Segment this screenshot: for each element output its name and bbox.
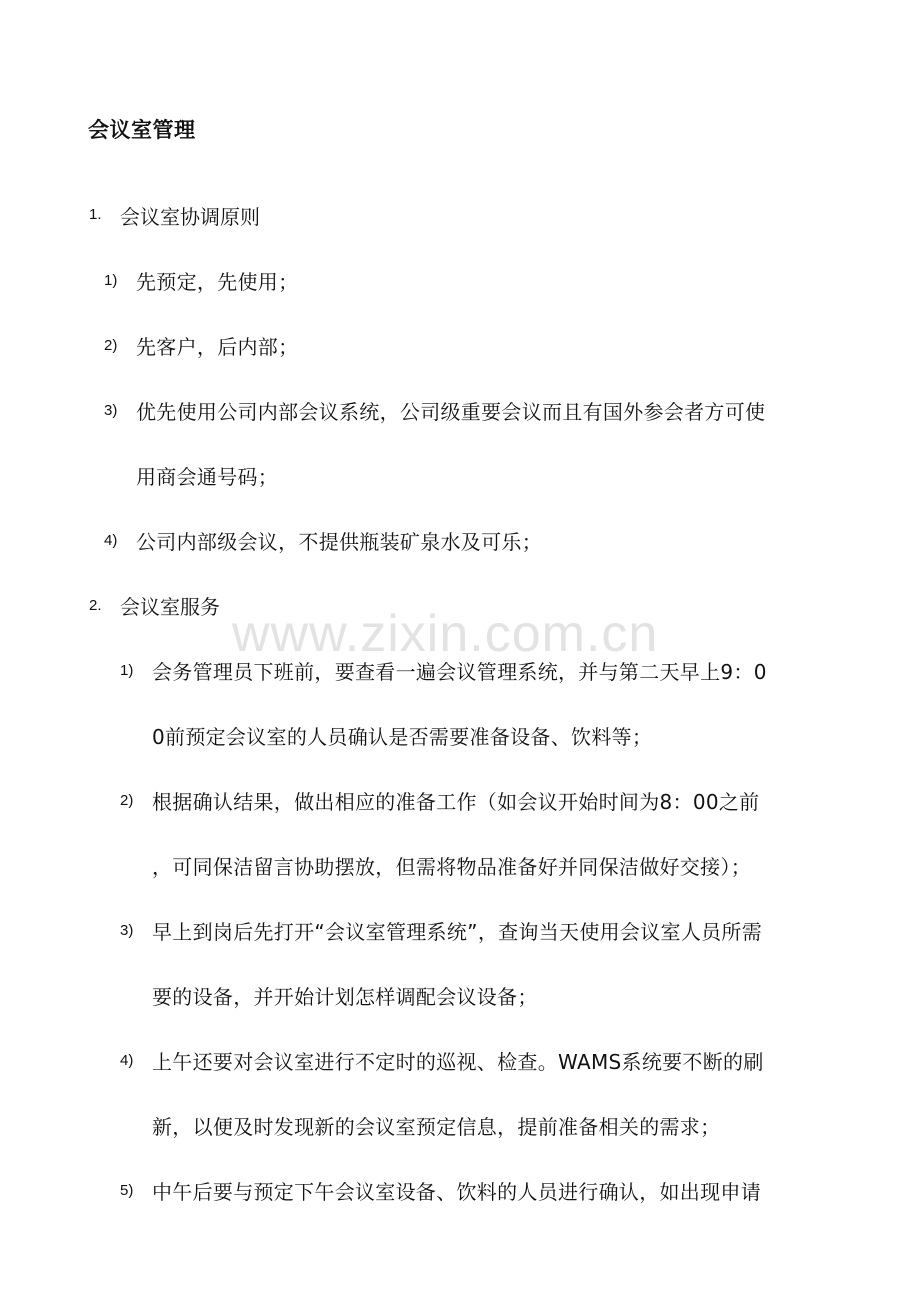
item-text-continued: 0前预定会议室的人员确认是否需要准备设备、饮料等； (152, 725, 653, 749)
item-text: 先预定，先使用； (136, 270, 299, 294)
item-text: 早上到岗后先打开“会议室管理系统”，查询当天使用会议室人员所需 (152, 920, 763, 944)
item-number: 2) (120, 792, 134, 809)
item-number: 3) (104, 402, 118, 419)
section-number: 1. (89, 206, 102, 223)
item-text: 上午还要对会议室进行不定时的巡视、检查。WAMS系统要不断的刷 (152, 1050, 764, 1074)
watermark: www.zixin.com.cn (232, 605, 659, 663)
item-text-continued: 用商会通号码； (136, 465, 279, 489)
item-number: 1) (104, 272, 118, 289)
item-text: 根据确认结果，做出相应的准备工作（如会议开始时间为8：00之前 (152, 790, 760, 814)
item-text-continued: ，可同保洁留言协助摆放，但需将物品准备好并同保洁做好交接）； (152, 855, 751, 879)
item-text: 先客户，后内部； (136, 335, 299, 359)
item-text: 优先使用公司内部会议系统，公司级重要会议而且有国外参会者方可使 (136, 400, 766, 424)
item-number: 4) (104, 532, 118, 549)
document-title: 会议室管理 (88, 118, 196, 142)
item-number: 1) (120, 662, 134, 679)
item-text: 中午后要与预定下午会议室设备、饮料的人员进行确认，如出现申请 (152, 1180, 761, 1204)
section-number: 2. (89, 597, 102, 614)
item-number: 3) (120, 922, 134, 939)
item-text-continued: 新，以便及时发现新的会议室预定信息，提前准备相关的需求； (152, 1115, 721, 1139)
item-number: 4) (120, 1052, 134, 1069)
item-number: 2) (104, 337, 118, 354)
item-number: 5) (120, 1182, 134, 1199)
section-heading: 会议室服务 (120, 595, 220, 619)
section-heading: 会议室协调原则 (120, 205, 260, 229)
item-text-continued: 要的设备，并开始计划怎样调配会议设备； (152, 985, 538, 1009)
item-text: 公司内部级会议，不提供瓶装矿泉水及可乐； (136, 530, 542, 554)
item-text: 会务管理员下班前，要查看一遍会议管理系统，并与第二天早上9：0 (152, 660, 767, 684)
